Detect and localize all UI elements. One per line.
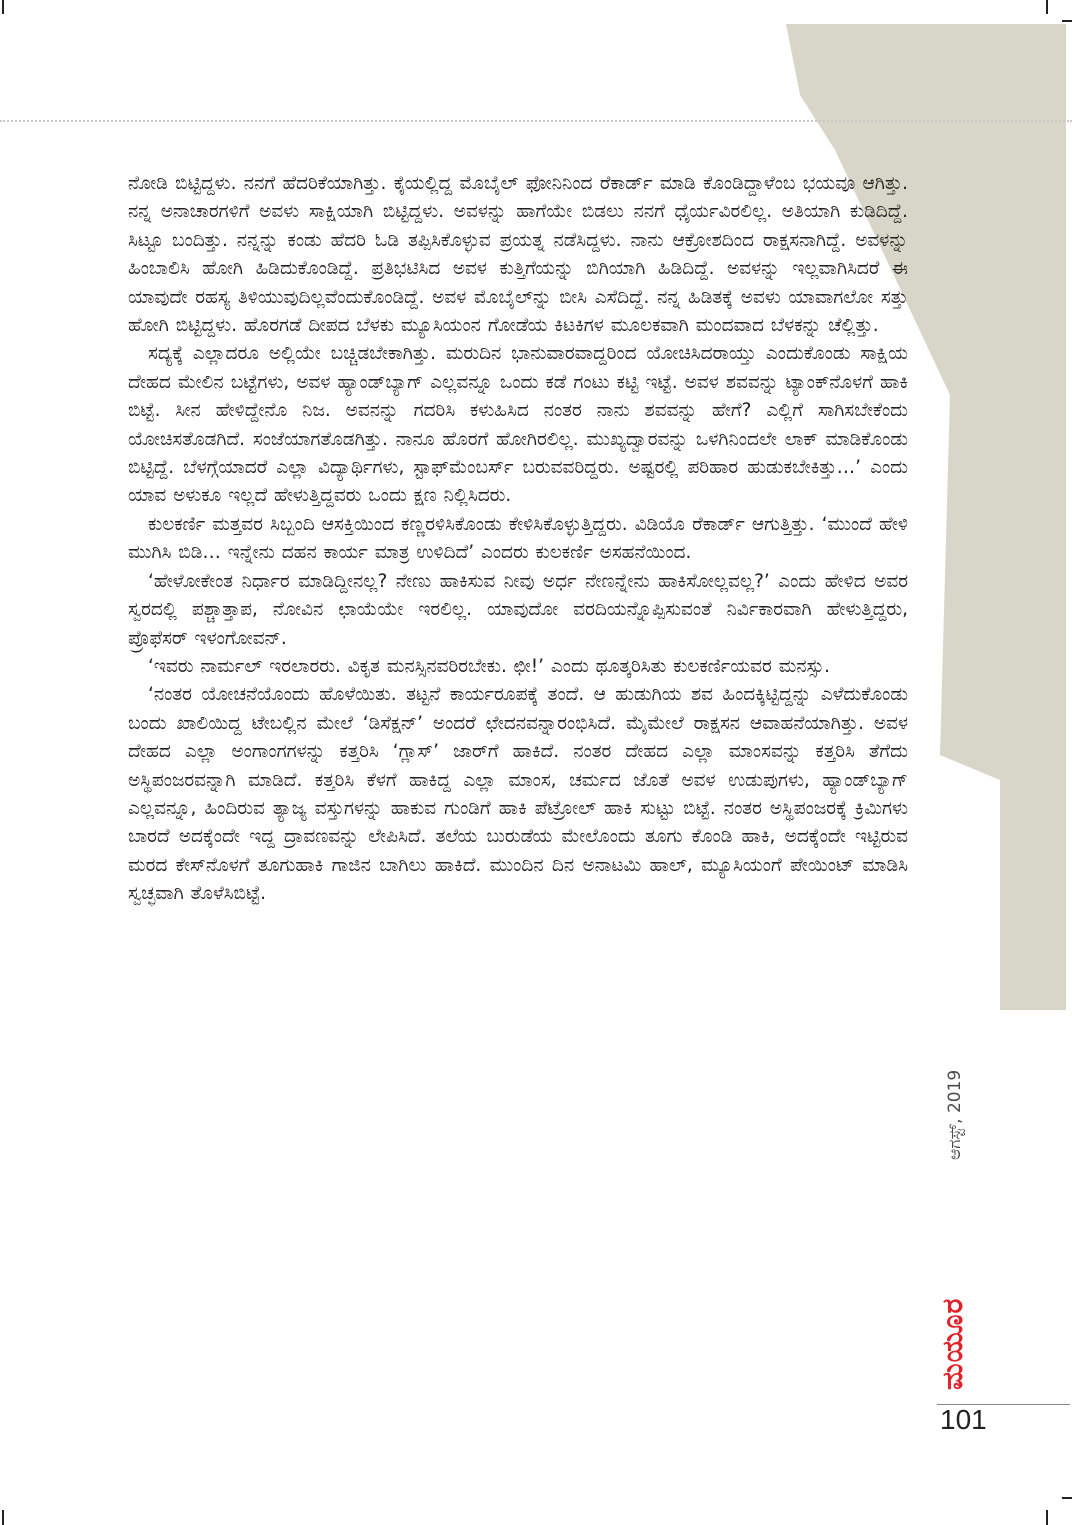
article-paragraph: ‘ಇವರು ನಾರ್ಮಲ್ ಇರಲಾರರು. ವಿಕೃತ ಮನಸ್ಸಿನವರಿರಬೇಕು. ಛೀ!’ ಎಂದು ಥೂತ್ಕರಿಸಿತು ಕುಲಕರ್ಣಿಯವರ ಮನಸ್ಸು. [148,655,830,677]
magazine-brand-logo: ಮಯೂರ [936,1297,969,1390]
issue-date: ಆಗಸ್ಟ್, 2019 [945,1069,965,1160]
article-body [128,170,908,909]
article-paragraph: ನೋಡಿ ಬಿಟ್ಟಿದ್ದಳು. ನನಗೆ ಹೆದರಿಕೆಯಾಗಿತ್ತು. ಕೈಯಲ್ಲಿದ್ದ ಮೊಬೈಲ್ ಫೋನಿನಿಂದ ರೆಕಾರ್ಡ್ ಮಾಡಿ ಕೊಂಡಿದ್ದಾಳೆಂಬ ಭಯವೂ ಆಗಿತ್ತು. ನನ್ನ ಅನಾಚಾರಗಳಿಗೆ ಅವಳು ಸಾಕ್ಷಿಯಾಗಿ ಬಿಟ್ಟಿದ್ದಳು. ಅವಳನ್ನು ಹಾಗೆಯೇ ಬಿಡಲು ನನಗೆ ಧೈರ್ಯವಿರಲಿಲ್ಲ. ಅತಿಯಾಗಿ ಕುಡಿದಿದ್ದೆ. ಸಿಟ್ಟೂ ಬಂದಿತ್ತು. ನನ್ನನ್ನು ಕಂಡು ಹೆದರಿ ಓಡಿ ತಪ್ಪಿಸಿಕೊಳ್ಳುವ ಪ್ರಯತ್ನ ನಡೆಸಿದ್ದಳು. ನಾನು ಆಕ್ರೋಶದಿಂದ ರಾಕ್ಷಸನಾಗಿದ್ದೆ. ಅವಳನ್ನು ಹಿಂಬಾಲಿಸಿ ಹೋಗಿ ಹಿಡಿದುಕೊಂಡಿದ್ದೆ. ಪ್ರತಿಭಟಿಸಿದ ಅವಳ ಕುತ್ತಿಗೆಯನ್ನು ಬಿಗಿಯಾಗಿ ಹಿಡಿದಿದ್ದೆ. ಅವಳನ್ನು ಇಲ್ಲವಾಗಿಸಿದರೆ ಈ ಯಾವುದೇ ರಹಸ್ಯ ತಿಳಿಯುವುದಿಲ್ಲವೆಂದುಕೊಂಡಿದ್ದೆ. ಅವಳ ಮೊಬೈಲ್‌ನ್ನು ಬೀಸಿ ಎಸೆದಿದ್ದೆ. ನನ್ನ ಹಿಡಿತಕ್ಕೆ ಅವಳು ಯಾವಾಗಲೋ ಸತ್ತು ಹೋಗಿ ಬಿಟ್ಟಿದ್ದಳು. ಹೊರಗಡೆ ದೀಪದ ಬೆಳಕು ಮ್ಯೂಸಿಯಂನ ಗೋಡೆಯ ಕಿಟಕಿಗಳ ಮೂಲಕವಾಗಿ ಮಂದವಾದ ಬೆಳಕನ್ನು ಚೆಲ್ಲಿತ್ತು. [128,173,908,337]
article-paragraph: ಕುಲಕರ್ಣಿ ಮತ್ತವರ ಸಿಬ್ಬಂದಿ ಆಸಕ್ತಿಯಿಂದ ಕಣ್ಣರಳಿಸಿಕೊಂಡು ಕೇಳಿಸಿಕೊಳ್ಳುತ್ತಿದ್ದರು. ವಿಡಿಯೊ ರೆಕಾರ್ಡ್ ಆಗುತ್ತಿತ್ತು. ‘ಮುಂದೆ ಹೇಳಿ ಮುಗಿಸಿ ಬಿಡಿ… ಇನ್ನೇನು ದಹನ ಕಾರ್ಯ ಮಾತ್ರ ಉಳಿದಿದೆ’ ಎಂದರು ಕುಲಕರ್ಣಿ ಅಸಹನೆಯಿಂದ. [128,513,908,564]
dotted-header-rule [0,120,1072,122]
article-paragraph: ‘ನಂತರ ಯೋಚನೆಯೊಂದು ಹೊಳೆಯಿತು. ತಟ್ಟನೆ ಕಾರ್ಯರೂಪಕ್ಕೆ ತಂದೆ. ಆ ಹುಡುಗಿಯ ಶವ ಹಿಂದಕ್ಕಿಟ್ಟಿದ್ದನ್ನು ಎಳೆದುಕೊಂಡು ಬಂದು ಖಾಲಿಯಿದ್ದ ಟೇಬಲ್ಲಿನ ಮೇಲೆ ‘ಡಿಸೆಕ್ಷನ್’ ಅಂದರೆ ಛೇದನವನ್ನಾರಂಭಿಸಿದೆ. ಮೈಮೇಲೆ ರಾಕ್ಷಸನ ಆವಾಹನೆಯಾಗಿತ್ತು. ಅವಳ ದೇಹದ ಎಲ್ಲಾ ಅಂಗಾಂಗಗಳನ್ನು ಕತ್ತರಿಸಿ ‘ಗ್ಲಾಸ್’ ಜಾರ್‌ಗೆ ಹಾಕಿದೆ. ನಂತರ ದೇಹದ ಎಲ್ಲಾ ಮಾಂಸವನ್ನು ಕತ್ತರಿಸಿ ತೆಗೆದು ಅಸ್ಥಿಪಂಜರವನ್ನಾಗಿ ಮಾಡಿದೆ. ಕತ್ತರಿಸಿ ಕೆಳಗೆ ಹಾಕಿದ್ದ ಎಲ್ಲಾ ಮಾಂಸ, ಚರ್ಮದ ಜೊತೆ ಅವಳ ಉಡುಪುಗಳು, ಹ್ಯಾಂಡ್‌ಬ್ಯಾಗ್ ಎಲ್ಲವನ್ನೂ, ಹಿಂದಿರುವ ತ್ಯಾಜ್ಯ ವಸ್ತುಗಳನ್ನು ಹಾಕುವ ಗುಂಡಿಗೆ ಹಾಕಿ ಪೆಟ್ರೋಲ್ ಹಾಕಿ ಸುಟ್ಟು ಬಿಟ್ಟೆ. ನಂತರ ಅಸ್ಥಿಪಂಜರಕ್ಕೆ ಕ್ರಿಮಿಗಳು ಬಾರದೆ ಅದಕ್ಕೆಂದೇ ಇದ್ದ ದ್ರಾವಣವನ್ನು ಲೇಪಿಸಿದೆ. ತಲೆಯ ಬುರುಡೆಯ ಮೇಲೊಂದು ತೂಗು ಕೊಂಡಿ ಹಾಕಿ, ಅದಕ್ಕೆಂದೇ ಇಟ್ಟಿರುವ ಮರದ ಕೇಸ್‌ನೊಳಗೆ ತೂಗುಹಾಕಿ ಗಾಜಿನ ಬಾಗಿಲು ಹಾಕಿದೆ. ಮುಂದಿನ ದಿನ ಅನಾಟಮಿ ಹಾಲ್, ಮ್ಯೂಸಿಯಂಗೆ ಪೇಯಿಂಟ್ ಮಾಡಿಸಿ ಸ್ವಚ್ಛವಾಗಿ ತೊಳೆಸಿಬಿಟ್ಟೆ. [128,684,908,905]
page-number: 101 [940,1404,987,1435]
article-paragraph: ಸದ್ಯಕ್ಕೆ ಎಲ್ಲಾದರೂ ಅಲ್ಲಿಯೇ ಬಚ್ಚಿಡಬೇಕಾಗಿತ್ತು. ಮರುದಿನ ಭಾನುವಾರವಾದ್ದರಿಂದ ಯೋಚಿಸಿದರಾಯ್ತು ಎಂದುಕೊಂಡು ಸಾಕ್ಷಿಯ ದೇಹದ ಮೇಲಿನ ಬಟ್ಟೆಗಳು, ಅವಳ ಹ್ಯಾಂಡ್‌ಬ್ಯಾಗ್ ಎಲ್ಲವನ್ನೂ ಒಂದು ಕಡೆ ಗಂಟು ಕಟ್ಟಿ ಇಟ್ಟೆ. ಅವಳ ಶವವನ್ನು ಟ್ಯಾಂಕ್‌ನೊಳಗೆ ಹಾಕಿ ಬಿಟ್ಟೆ. ಸೀನ ಹೇಳಿದ್ದೇನೊ ನಿಜ. ಅವನನ್ನು ಗದರಿಸಿ ಕಳುಹಿಸಿದ ನಂತರ ನಾನು ಶವವನ್ನು ಹೇಗೆ? ಎಲ್ಲಿಗೆ ಸಾಗಿಸಬೇಕೆಂದು ಯೋಚಿಸತೊಡಗಿದೆ. ಸಂಜೆಯಾಗತೊಡಗಿತ್ತು. ನಾನೂ ಹೊರಗೆ ಹೋಗಿರಲಿಲ್ಲ. ಮುಖ್ಯದ್ವಾರವನ್ನು ಒಳಗಿನಿಂದಲೇ ಲಾಕ್ ಮಾಡಿಕೊಂಡು ಬಿಟ್ಟಿದ್ದೆ. ಬೆಳಗ್ಗೆಯಾದರೆ ಎಲ್ಲಾ ವಿದ್ಯಾರ್ಥಿಗಳು, ಸ್ಟಾಫ್‌ಮೆಂಬರ್ಸ್ ಬರುವವರಿದ್ದರು. ಅಷ್ಟರಲ್ಲಿ ಪರಿಹಾರ ಹುಡುಕಬೇಕಿತ್ತು…’ ಎಂದು ಯಾವ ಅಳುಕೂ ಇಲ್ಲದೆ ಹೇಳುತ್ತಿದ್ದವರು ಒಂದು ಕ್ಷಣ ನಿಲ್ಲಿಸಿದರು. [128,343,908,507]
article-paragraph: ‘ಹೇಳೋಕೇಂತ ನಿರ್ಧಾರ ಮಾಡಿದ್ದೀನಲ್ಲ? ನೇಣು ಹಾಕಿಸುವ ನೀವು ಅರ್ಧ ನೇಣನ್ನೇನು ಹಾಕಿಸೋಲ್ಲವಲ್ಲ?’ ಎಂದು ಹೇಳಿದ ಅವರ ಸ್ವರದಲ್ಲಿ ಪಶ್ಚಾತ್ತಾಪ, ನೋವಿನ ಛಾಯೆಯೇ ಇರಲಿಲ್ಲ. ಯಾವುದೋ ವರದಿಯನ್ನೊಪ್ಪಿಸುವಂತೆ ನಿರ್ವಿಕಾರವಾಗಿ ಹೇಳುತ್ತಿದ್ದರು, ಪ್ರೊಫೆಸರ್ ಇಳಂಗೋವನ್. [128,570,908,649]
